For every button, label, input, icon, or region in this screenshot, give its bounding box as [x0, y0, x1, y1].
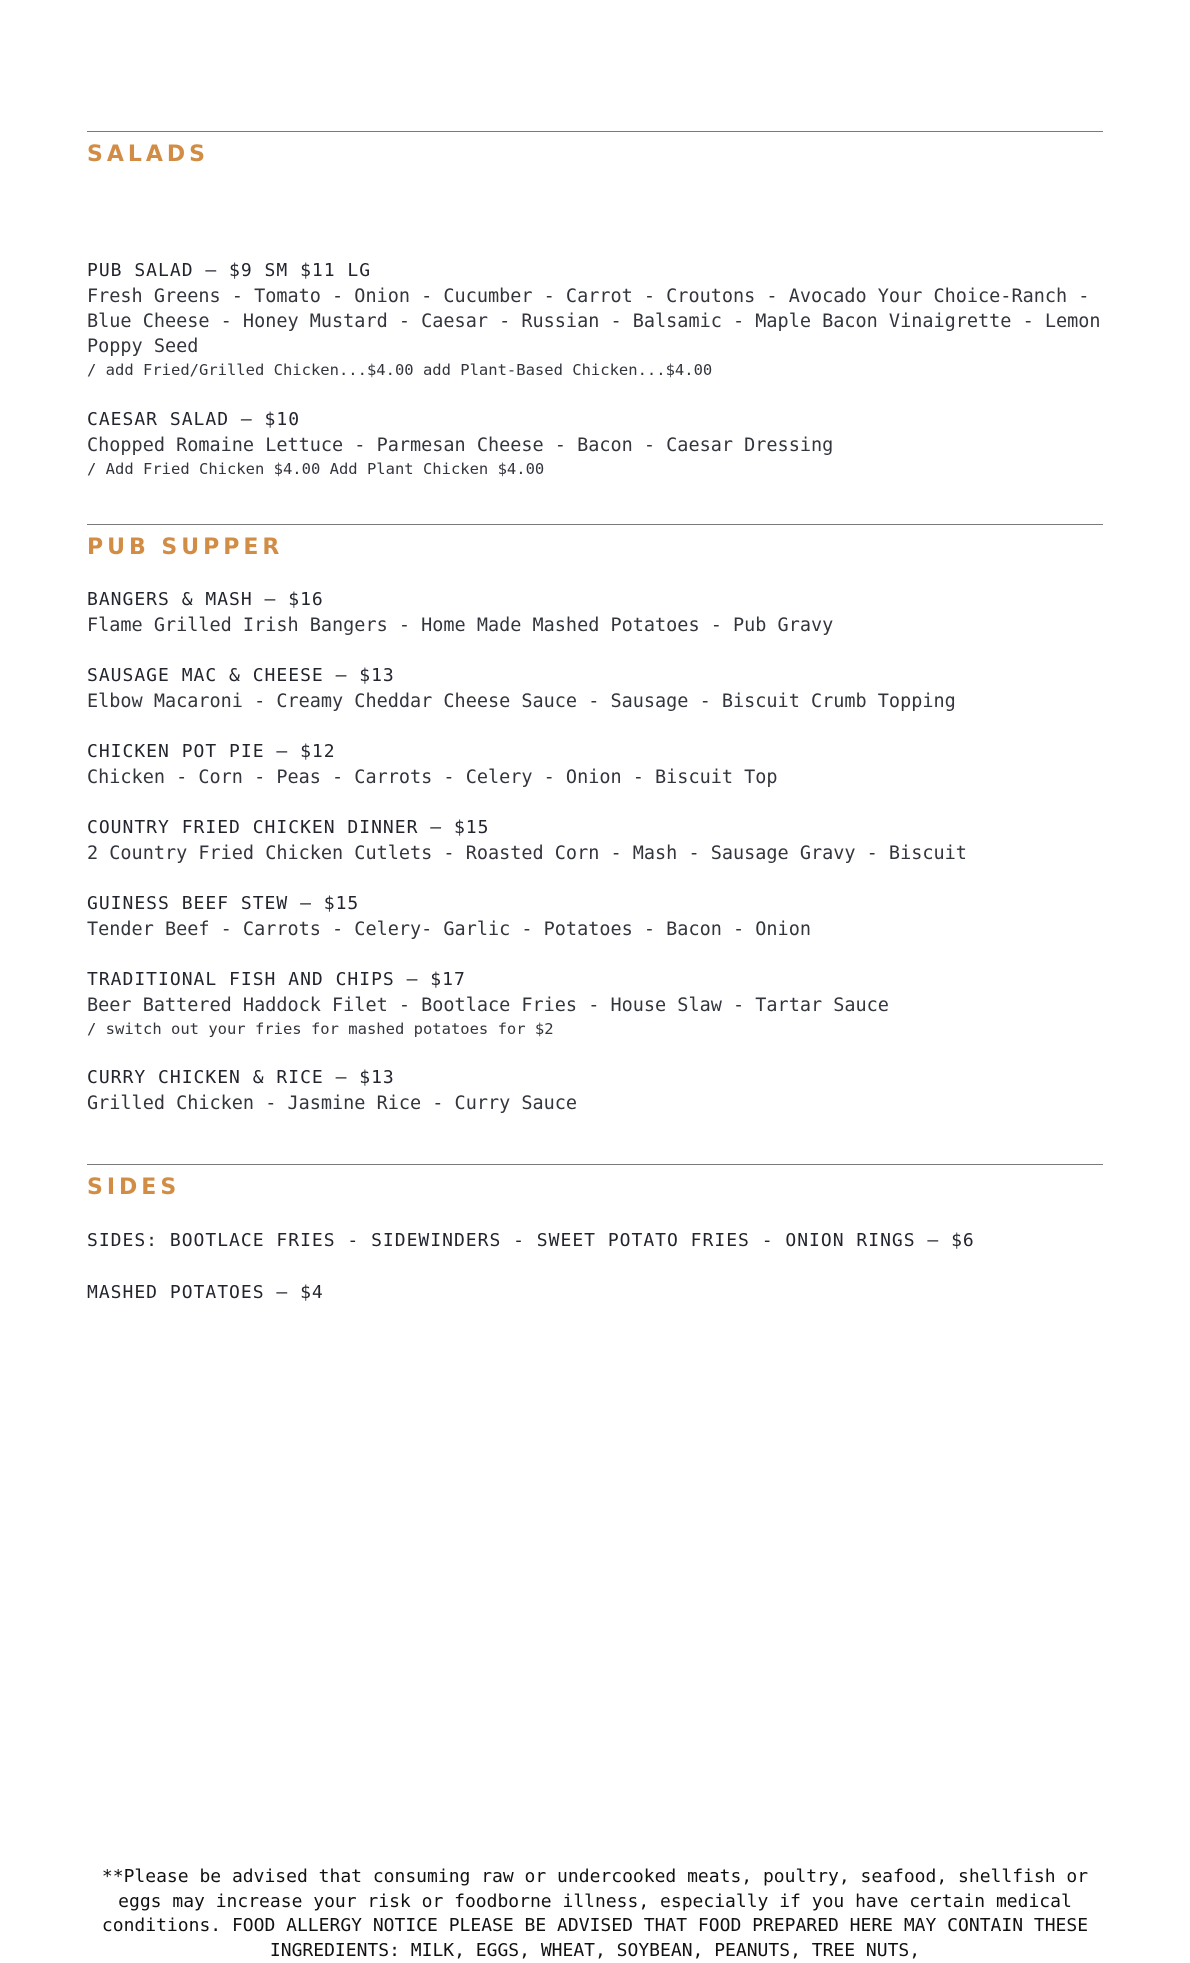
menu-item-sides: [87, 1228, 1103, 1254]
item-note: / add Fried/Grilled Chicken...$4.00 add Plant-Based Chicken...$4.00: [87, 361, 713, 379]
section-title-sides: SIDES: [87, 1175, 181, 1200]
item-description: Chopped Romaine Lettuce - Parmesan Cheese - Bacon - Caesar Dressing: [87, 435, 834, 456]
menu-item-sausage-mac-cheese: [87, 663, 1103, 714]
pub-supper-list: [87, 587, 1103, 1116]
menu-item-curry-chicken-rice: [87, 1065, 1103, 1116]
allergy-disclaimer: **Please be advised that consuming raw or undercooked meats, poultry, seafood, shellfish or eggs may increase your risk or foodborne illness, especially if you have certain medical conditions. FOOD ALLERGY NOTICE PLEASE BE ADVISED THAT FOOD PREPARED HERE MAY CONTAIN THESE INGREDIENTS: MILK, EGGS, WHEAT, SOYBEAN, PEANUTS, TREE NUTS,: [101, 1866, 1089, 1961]
item-description: Flame Grilled Irish Bangers - Home Made Mashed Potatoes - Pub Gravy: [87, 615, 834, 636]
menu-item-caesar-salad: [87, 407, 1103, 480]
item-description: Grilled Chicken - Jasmine Rice - Curry Sauce: [87, 1093, 578, 1114]
pub-supper-section: [87, 524, 1103, 1116]
item-name: SAUSAGE MAC & CHEESE – $13: [87, 665, 395, 686]
menu-item-mashed-potatoes: [87, 1280, 1103, 1306]
item-name: MASHED POTATOES – $4: [87, 1282, 324, 1303]
item-description: Tender Beef - Carrots - Celery- Garlic - Potatoes - Bacon - Onion: [87, 919, 811, 940]
item-name: COUNTRY FRIED CHICKEN DINNER – $15: [87, 817, 490, 838]
item-name: TRADITIONAL FISH AND CHIPS – $17: [87, 969, 466, 990]
item-description: Fresh Greens - Tomato - Onion - Cucumber - Carrot - Croutons - Avocado Your Choice-Ranch - Blue Cheese - Honey Mustard - Caesar - Russian - Balsamic - Maple Bacon Vinaigrette - Lemon Poppy Seed: [87, 286, 1101, 357]
sides-section: [87, 1164, 1103, 1306]
section-title-pub-supper: PUB SUPPER: [87, 535, 284, 560]
menu-item-country-fried-chicken: [87, 815, 1103, 866]
sides-list: [87, 1228, 1103, 1306]
item-description: Chicken - Corn - Peas - Carrots - Celery - Onion - Biscuit Top: [87, 767, 778, 788]
menu-item-pub-salad: [87, 258, 1103, 381]
item-note: / switch out your fries for mashed potatoes for $2: [87, 1020, 554, 1038]
item-name: PUB SALAD – $9 SM $11 LG: [87, 260, 372, 281]
section-divider: [87, 524, 1103, 525]
salads-section: [87, 131, 1103, 480]
menu-page: [87, 131, 1103, 1306]
item-description: Beer Battered Haddock Filet - Bootlace Fries - House Slaw - Tartar Sauce: [87, 995, 889, 1016]
item-description: Elbow Macaroni - Creamy Cheddar Cheese Sauce - Sausage - Biscuit Crumb Topping: [87, 691, 956, 712]
item-name: SIDES: BOOTLACE FRIES - SIDEWINDERS - SWEET POTATO FRIES - ONION RINGS – $6: [87, 1230, 975, 1251]
section-divider: [87, 131, 1103, 132]
item-name: CHICKEN POT PIE – $12: [87, 741, 336, 762]
item-name: CAESAR SALAD – $10: [87, 409, 301, 430]
menu-item-guiness-beef-stew: [87, 891, 1103, 942]
menu-item-chicken-pot-pie: [87, 739, 1103, 790]
item-name: CURRY CHICKEN & RICE – $13: [87, 1067, 395, 1088]
salads-list: [87, 258, 1103, 480]
item-name: GUINESS BEEF STEW – $15: [87, 893, 360, 914]
item-description: 2 Country Fried Chicken Cutlets - Roasted Corn - Mash - Sausage Gravy - Biscuit: [87, 843, 967, 864]
section-title-salads: SALADS: [87, 142, 210, 167]
item-name: BANGERS & MASH – $16: [87, 589, 324, 610]
menu-item-fish-and-chips: [87, 967, 1103, 1040]
section-divider: [87, 1164, 1103, 1165]
menu-item-bangers-mash: [87, 587, 1103, 638]
item-note: / Add Fried Chicken $4.00 Add Plant Chicken $4.00: [87, 460, 545, 478]
